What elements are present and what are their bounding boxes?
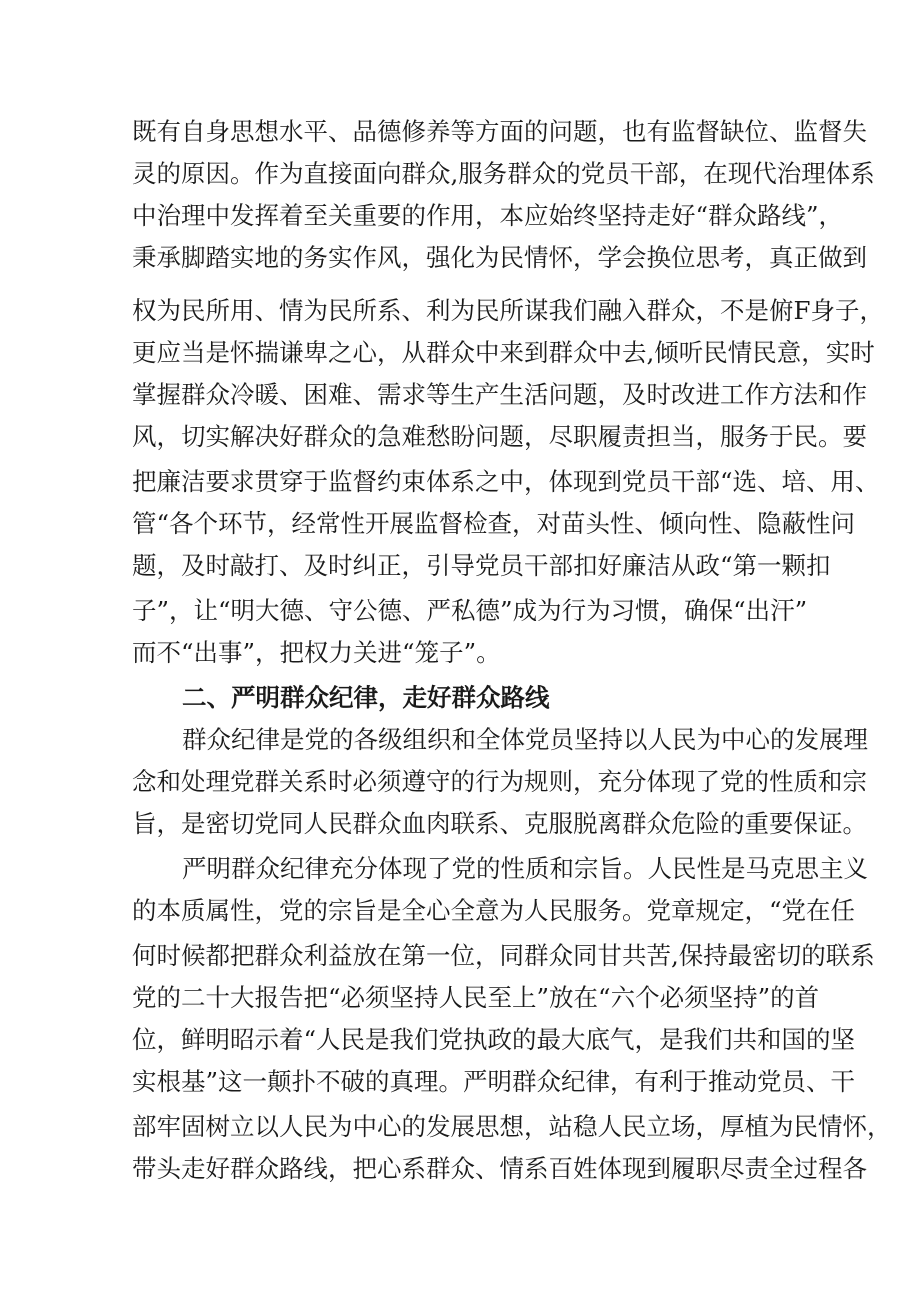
paragraph-line: 实根基”这一颠扑不破的真理。严明群众纪律，有利于推动党员、干 <box>132 1067 856 1096</box>
paragraph-line: 子”，让“明大德、守公德、严私德”成为行为习惯，确保“出汗” <box>132 596 808 625</box>
paragraph-line: 群众纪律是党的各级组织和全体党员坚持以人民为中心的发展理 <box>182 725 868 754</box>
section-heading: 二、严明群众纪律，走好群众路线 <box>182 683 550 712</box>
paragraph-line: 的本质属性，党的宗旨是全心全意为人民服务。党章规定，“党在任 <box>132 896 856 925</box>
paragraph-line: 旨，是密切党同人民群众血肉联系、克服脱离群众危险的重要保证。 <box>132 809 867 838</box>
paragraph-line: 权为民所用、情为民所系、利为民所谋我们融入群众，不是俯F身子， <box>132 296 884 325</box>
paragraph-line: 风，切实解决好群众的急难愁盼问题，尽职履责担当，服务于民。要 <box>132 422 867 451</box>
paragraph-line: 党的二十大报告把“必须坚持人民至上”放在“六个必须坚持”的首 <box>132 983 820 1012</box>
paragraph-line: 灵的原因。作为直接面向群众,服务群众的党员干部，在现代治理体系 <box>132 159 875 188</box>
paragraph-line: 何时候都把群众利益放在第一位，同群众同甘共苦,保持最密切的联系 <box>132 941 875 970</box>
paragraph-line: 既有自身思想水平、品德修养等方面的问题，也有监督缺位、监督失 <box>132 117 867 146</box>
paragraph-line: 中治理中发挥着至关重要的作用，本应始终坚持走好“群众路线”， <box>132 201 844 230</box>
paragraph-line: 秉承脚踏实地的务实作风，强化为民情怀，学会换位思考，真正做到 <box>132 243 867 272</box>
paragraph-line: 严明群众纪律充分体现了党的性质和宗旨。人民性是马克思主义 <box>182 854 868 883</box>
paragraph-line: 题，及时敲打、及时纠正，引导党员干部扣好廉洁从政“第一颗扣 <box>132 551 831 580</box>
paragraph-line: 掌握群众冷暖、困难、需求等生产生活问题，及时改进工作方法和作 <box>132 380 867 409</box>
paragraph-line: 把廉洁要求贯穿于监督约束体系之中，体现到党员干部“选、培、用、 <box>132 467 880 496</box>
paragraph-line: 带头走好群众路线，把心系群众、情系百姓体现到履职尽责全过程各 <box>132 1154 867 1183</box>
paragraph-line: 位，鲜明昭示着“人民是我们党执政的最大底气，是我们共和国的坚 <box>132 1025 856 1054</box>
paragraph-line: 更应当是怀揣谦卑之心，从群众中来到群众中去,倾听民情民意，实时 <box>132 338 875 367</box>
paragraph-line: 念和处理党群关系时必须遵守的行为规则，充分体现了党的性质和宗 <box>132 767 867 796</box>
paragraph-line: 部牢固树立以人民为中心的发展思想，站稳人民立场，厚植为民情怀， <box>132 1112 892 1141</box>
paragraph-line: 管“各个环节，经常性开展监督检查，对苗头性、倾向性、隐蔽性问 <box>132 509 856 538</box>
paragraph-line: 而不“出事”，把权力关进“笼子”。 <box>132 638 501 667</box>
